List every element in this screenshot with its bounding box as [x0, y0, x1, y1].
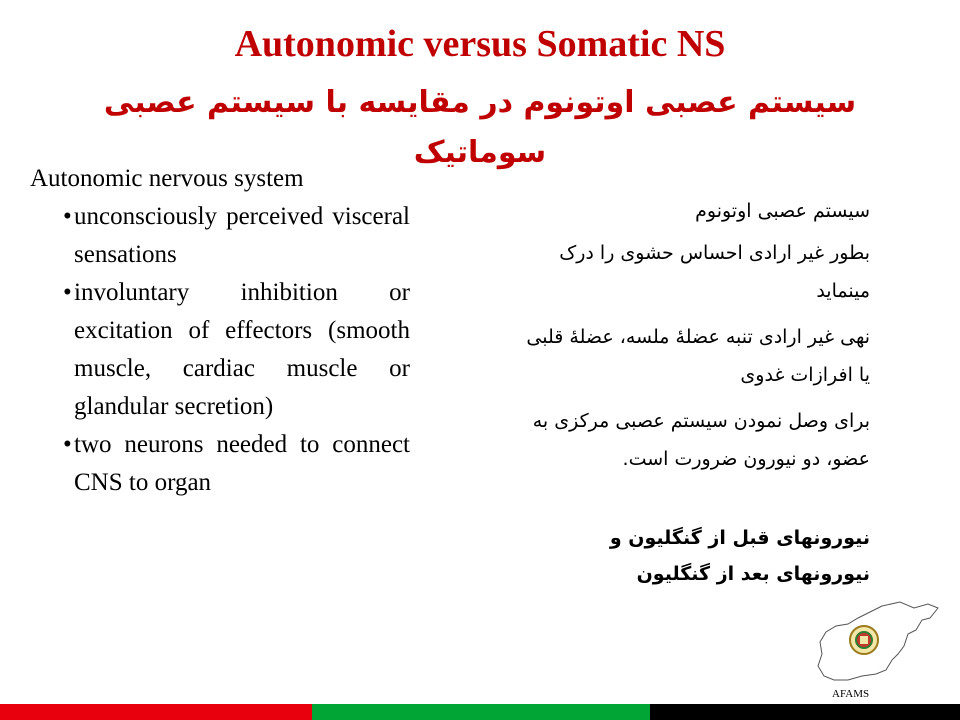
left-bullet-item: • involuntary inhibition or excitation of effectors (smooth muscle, cardiac muscle or glandular secretion)	[74, 274, 410, 426]
footer-stripe-red	[0, 704, 312, 720]
afams-logo-label: AFAMS	[832, 688, 870, 700]
afghanistan-map-logo	[812, 596, 942, 686]
left-bullet-list	[30, 198, 410, 502]
left-heading: Autonomic nervous system	[30, 165, 304, 192]
right-item: برای وصل نمودن سیستم عصبی مرکزی به عضو، دو نیورون ضرورت است.	[532, 410, 870, 470]
right-heading: سیستم عصبی اوتونوم	[695, 200, 870, 222]
ganglion-note	[510, 520, 870, 592]
left-column-english	[30, 160, 410, 502]
ganglion-line-2: نیورونهای بعد از گنگلیون	[636, 563, 870, 585]
footer-stripe-green	[312, 704, 650, 720]
right-column-persian	[510, 192, 870, 592]
slide-title-english: Autonomic versus Somatic NS	[234, 23, 726, 65]
ganglion-line-1: نیورونهای قبل از گنگلیون و	[609, 527, 870, 549]
footer-stripe-black	[650, 704, 960, 720]
left-bullet-item: • unconsciously perceived visceral sensations	[74, 198, 410, 274]
slide-title-persian: سیستم عصبی اوتونوم در مقایسه با سیستم عصبی سوماتیک	[103, 85, 857, 170]
right-item: نهی غیر ارادی تنبه عضلهٔ ملسه، عضلهٔ قلبی یا افرازات غدوی	[526, 326, 870, 386]
right-item: بطور غیر ارادی احساس حشوی را درک مینماید	[559, 242, 870, 302]
left-bullet-item: • two neurons needed to connect CNS to organ	[74, 426, 410, 502]
